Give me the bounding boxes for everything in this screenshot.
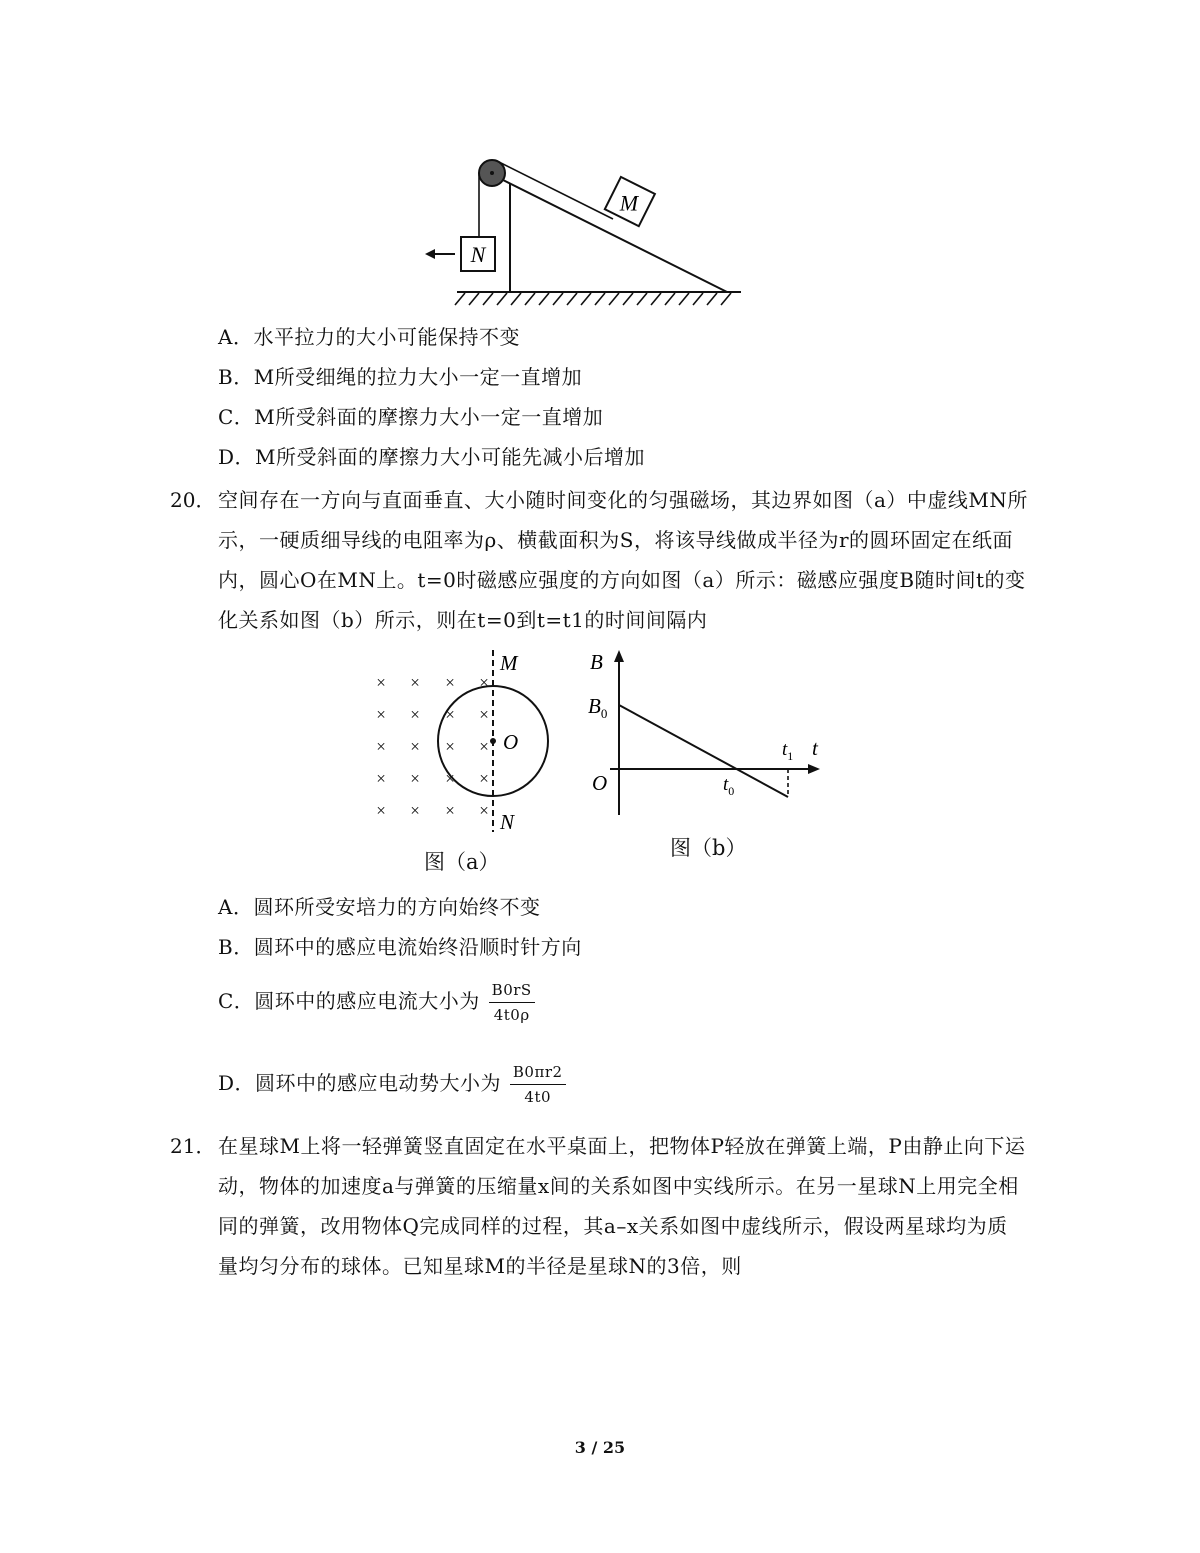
incline-pulley-figure (415, 150, 755, 310)
label-t: t (812, 736, 818, 760)
figure-b-caption: 图（b） (670, 836, 747, 860)
svg-text:×: × (445, 737, 455, 756)
q21-stem: 在星球M上将一轻弹簧竖直固定在水平桌面上，把物体P轻放在弹簧上端，P由静止向下运动，物体的加速度a与弹簧的压缩量x间的关系如图中实线所示。在另一星球N上用完全相同的弹簧，改用物体Q完成同样的过程，其a–x关系如图中虚线所示，假设两星球均为质量均匀分布的球体。已知星球M的半径是星球N的3倍，则 (218, 1134, 1026, 1278)
svg-text:×: × (376, 801, 386, 820)
figure-a (365, 648, 565, 838)
t-axis-arrow-icon (808, 764, 820, 774)
figure-a-caption: 图（a） (424, 850, 500, 874)
label-m: M (500, 651, 518, 675)
svg-text:×: × (479, 705, 489, 724)
q20-option-d (218, 1062, 566, 1107)
q20-option-c-text: C．圆环中的感应电流大小为 (218, 989, 480, 1013)
label-o: O (503, 730, 519, 754)
q20-option-c (218, 980, 535, 1025)
svg-text:×: × (410, 705, 420, 724)
svg-text:×: × (376, 769, 386, 788)
q20-option-a: A．圆环所受安培力的方向始终不变 (218, 895, 541, 919)
label-t0: $t_0$ (723, 774, 735, 798)
q20-option-d-fraction (510, 1062, 566, 1107)
svg-text:×: × (410, 769, 420, 788)
ground-hatching (455, 293, 731, 305)
page-number: 3 / 25 (574, 1438, 626, 1457)
label-n: N (500, 810, 515, 834)
svg-text:×: × (376, 737, 386, 756)
q19-option-b: B．M所受细绳的拉力大小一定一直增加 (218, 365, 583, 389)
q20-number: 20． (170, 488, 216, 512)
q20-option-c-fraction (489, 980, 535, 1025)
q19-option-a: A．水平拉力的大小可能保持不变 (218, 325, 520, 349)
fraction-numerator: B0πr2 (510, 1062, 566, 1085)
label-b0: $B_0$ (588, 694, 608, 721)
fraction-numerator: B0rS (489, 980, 535, 1003)
svg-text:×: × (376, 673, 386, 692)
block-n-label: N (470, 242, 486, 267)
svg-text:×: × (479, 769, 489, 788)
q20-option-b: B．圆环中的感应电流始终沿顺时针方向 (218, 935, 582, 959)
b-t-graph-line (619, 705, 788, 797)
fraction-denominator: 4t0 (524, 1088, 552, 1106)
b-axis-arrow-icon (614, 650, 624, 662)
magnetic-field-crosses (376, 673, 489, 820)
label-t1: $t_1$ (782, 739, 794, 763)
svg-text:×: × (376, 705, 386, 724)
label-origin: O (592, 771, 608, 795)
center-o-dot (490, 738, 496, 744)
svg-text:×: × (445, 801, 455, 820)
q21-number: 21． (170, 1134, 216, 1158)
fraction-denominator: 4t0ρ (493, 1006, 530, 1024)
rope-to-m (495, 160, 613, 219)
arrow-head-icon (425, 249, 435, 259)
figure-b (580, 645, 830, 825)
q20-option-d-text: D．圆环中的感应电动势大小为 (218, 1071, 502, 1095)
svg-text:×: × (479, 737, 489, 756)
svg-text:×: × (479, 801, 489, 820)
svg-text:×: × (445, 673, 455, 692)
svg-text:×: × (445, 769, 455, 788)
block-m-label: M (619, 190, 639, 216)
q19-option-c: C．M所受斜面的摩擦力大小一定一直增加 (218, 405, 604, 429)
svg-text:×: × (479, 673, 489, 692)
label-b: B (590, 650, 603, 674)
svg-text:×: × (410, 673, 420, 692)
svg-text:×: × (410, 737, 420, 756)
svg-text:×: × (445, 705, 455, 724)
q20-stem: 空间存在一方向与直面垂直、大小随时间变化的匀强磁场，其边界如图（a）中虚线MN所示，一硬质细导线的电阻率为ρ、横截面积为S，将该导线做成半径为r的圆环固定在纸面内，圆心O在MN上。t=0时磁感应强度的方向如图（a）所示：磁感应强度B随时间t的变化关系如图（b）所示，则在t=0到t=t1的时间间隔内 (218, 488, 1028, 632)
svg-text:×: × (410, 801, 420, 820)
q19-option-d: D．M所受斜面的摩擦力大小可能先减小后增加 (218, 445, 646, 469)
